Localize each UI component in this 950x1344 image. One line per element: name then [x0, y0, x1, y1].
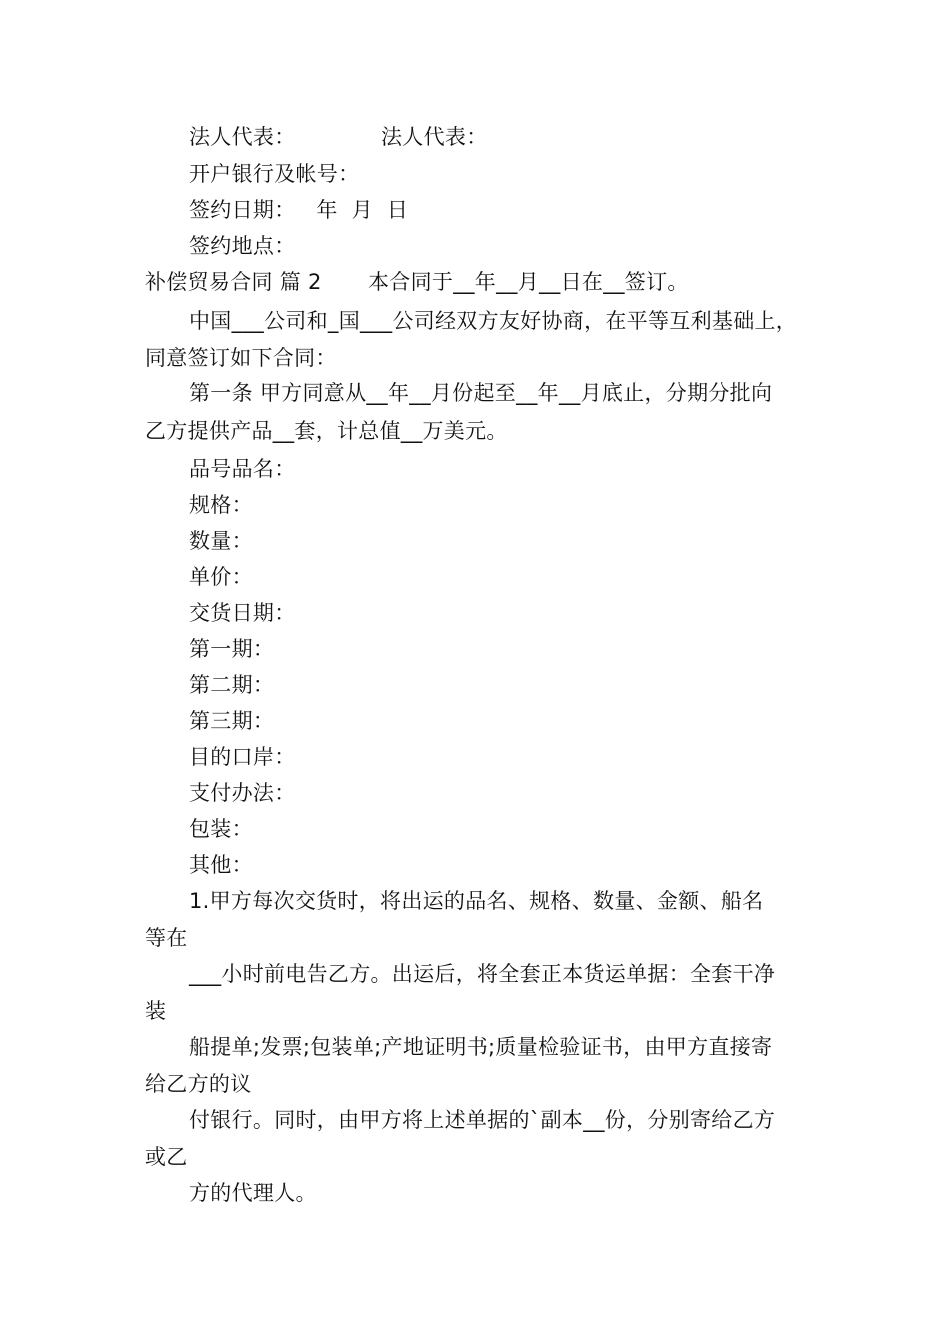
field-destination-port: 目的口岸： [189, 745, 296, 769]
article-1-line-2: 乙方提供产品__套，计总值__万美元。 [145, 419, 508, 443]
clause-1-line: 给乙方的议 [145, 1072, 252, 1096]
clause-1-line: 装 [145, 999, 167, 1023]
clause-1-line: ___小时前电告乙方。出运后，将全套正本货运单据：全套干净 [189, 962, 776, 986]
field-product-name: 品号品名： [189, 457, 296, 481]
sign-place-label: 签约地点： [189, 234, 296, 258]
bank-account-label: 开户银行及帐号： [189, 162, 360, 186]
field-delivery-date: 交货日期： [189, 601, 296, 625]
field-payment-method: 支付办法： [189, 781, 296, 805]
field-spec: 规格： [189, 493, 253, 517]
clause-1-line: 或乙 [145, 1145, 188, 1169]
clause-1-line: 等在 [145, 926, 188, 950]
section-title: 补偿贸易合同 篇 2 [145, 270, 322, 294]
paragraph-1-line-1: 中国___公司和_国___公司经双方友好协商，在平等互利基础上， [189, 309, 798, 333]
field-packaging: 包装： [189, 817, 253, 841]
field-phase-1: 第一期： [189, 637, 275, 661]
clause-1-line: 方的代理人。 [189, 1181, 317, 1205]
paragraph-1-line-2: 同意签订如下合同： [145, 346, 337, 370]
legal-rep-b-label: 法人代表： [381, 125, 488, 149]
contract-intro: 本合同于__年__月__日在__签订。 [368, 270, 689, 294]
field-phase-3: 第三期： [189, 709, 275, 733]
field-quantity: 数量： [189, 529, 253, 553]
field-phase-2: 第二期： [189, 673, 275, 697]
field-unit-price: 单价： [189, 565, 253, 589]
sign-date-label: 签约日期： 年 月 日 [189, 198, 409, 222]
clause-1-line: 付银行。同时，由甲方将上述单据的`副本__份，分别寄给乙方 [189, 1108, 776, 1132]
field-other: 其他： [189, 853, 253, 877]
clause-1-line: 船提单;发票;包装单;产地证明书;质量检验证书，由甲方直接寄 [189, 1035, 773, 1059]
clause-1-line: 1.甲方每次交货时，将出运的品名、规格、数量、金额、船名 [189, 889, 764, 913]
legal-rep-a-label: 法人代表： [189, 125, 296, 149]
article-1-line-1: 第一条 甲方同意从__年__月份起至__年__月底止，分期分批向 [189, 381, 773, 405]
